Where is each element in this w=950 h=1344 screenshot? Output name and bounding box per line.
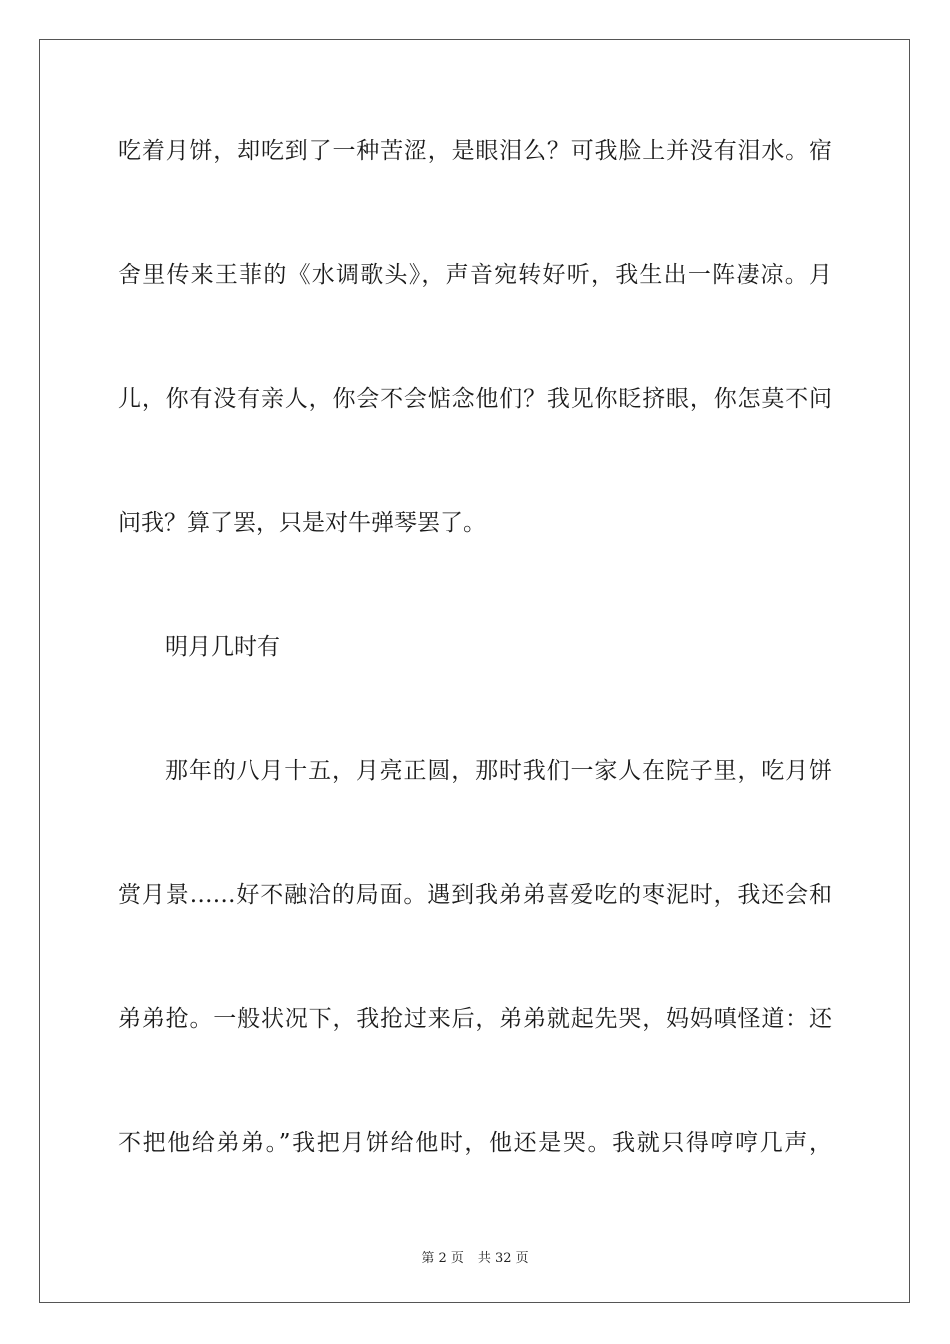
body-line-4: 问我？算了罢，只是对牛弹琴罢了。 <box>118 510 486 536</box>
page-number-total: 共 32 页 <box>477 1251 529 1266</box>
body-line-1: 吃着月饼，却吃到了一种苦涩，是眼泪么？可我脸上并没有泪水。宿 <box>118 138 832 164</box>
body-line-5: 那年的八月十五，月亮正圆，那时我们一家人在院子里，吃月饼 <box>165 758 832 784</box>
page-border <box>39 39 910 1303</box>
section-title: 明月几时有 <box>165 634 280 660</box>
body-line-3: 儿，你有没有亲人，你会不会惦念他们？我见你眨挤眼，你怎莫不问 <box>118 386 832 412</box>
body-line-7: 弟弟抢。一般状况下，我抢过来后，弟弟就起先哭，妈妈嗔怪道：还 <box>118 1006 832 1032</box>
body-line-2: 舍里传来王菲的《水调歌头》，声音宛转好听，我生出一阵凄凉。月 <box>118 262 832 288</box>
page-number-current: 第 2 页 <box>421 1251 464 1266</box>
body-line-8: 不把他给弟弟。”我把月饼给他时，他还是哭。我就只得哼哼几声， <box>118 1130 832 1156</box>
page-footer <box>0 1247 950 1266</box>
body-line-6: 赏月景……好不融洽的局面。遇到我弟弟喜爱吃的枣泥时，我还会和 <box>118 882 832 908</box>
